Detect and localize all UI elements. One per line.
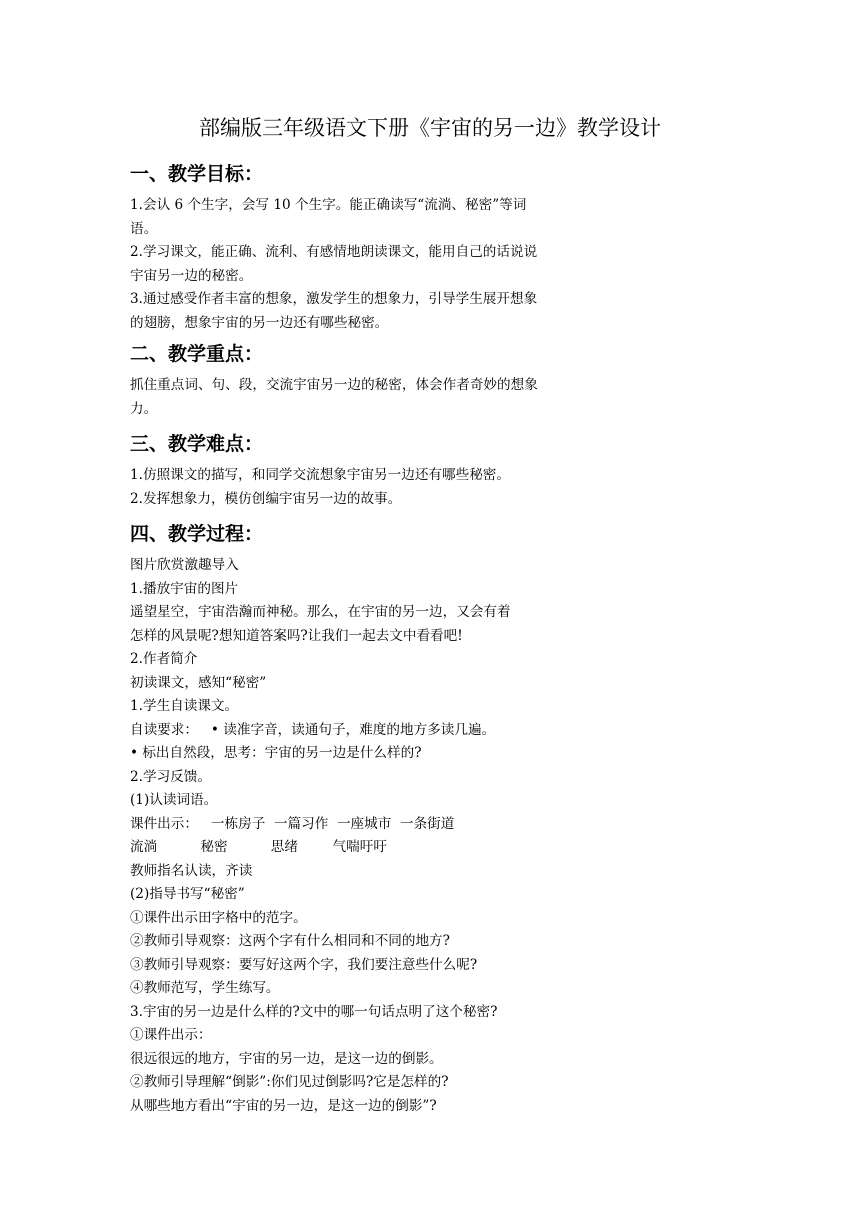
body-line: 的翅膀，想象宇宙的另一边还有哪些秘密。 [130,314,389,331]
body-line: 2.作者简介 [130,651,198,667]
body-line: 力。 [130,400,158,417]
body-line: 1.会认 6 个生字，会写 10 个生字。能正确读写“流淌、秘密”等词 [130,197,527,213]
body-line: 抓住重点词、句、段，交流宇宙另一边的秘密，体会作者奇妙的想象 [130,377,538,393]
body-line: 流淌 秘密 思绪 气喘吁吁 [130,839,387,855]
body-line: 很远很远的地方，宇宙的另一边，是这一边的倒影。 [130,1050,443,1067]
body-line: 3.宇宙的另一边是什么样的?文中的哪一句话点明了这个秘密? [130,1003,498,1020]
body-line: 初读课文，感知“秘密” [130,674,267,691]
section-body-key-points [130,374,600,421]
body-line: ④教师范写，学生练写。 [130,980,280,996]
section-heading-key-points: 二、教学重点： [130,343,264,365]
body-line: (2)指导书写“秘密” [130,886,245,902]
body-line: ②教师引导理解“倒影”:你们见过倒影吗?它是怎样的? [130,1074,449,1090]
body-line: 遥望星空，宇宙浩瀚而神秘。那么，在宇宙的另一边，又会有着 [130,604,511,620]
body-line: ②教师引导观察：这两个字有什么相同和不同的地方? [130,933,450,949]
body-line: 2.学习反馈。 [130,768,211,785]
section-heading-process: 四、教学过程： [130,523,264,545]
body-line: ①课件出示： [130,1027,212,1043]
body-line: 从哪些地方看出“宇宙的另一边，是这一边的倒影”? [130,1097,437,1114]
body-line: 自读要求： • 读准字音，读通句子，难度的地方多读几遍。 [130,721,496,738]
section-body-difficulties [130,464,600,511]
body-line: 教师指名认读，齐读 [130,862,253,879]
body-line: 3.通过感受作者丰富的想象，激发学生的想象力，引导学生展开想象 [130,291,538,307]
body-line: (1)认读词语。 [130,792,218,808]
body-line: ③教师引导观察：要写好这两个字，我们要注意些什么呢? [130,956,478,973]
section-body-objectives [130,194,600,335]
body-line: 怎样的风景呢?想知道答案吗?让我们一起去文中看看吧! [130,627,463,644]
body-line: 1.播放宇宙的图片 [130,580,239,597]
body-line: 2.学习课文，能正确、流利、有感情地朗读课文，能用自己的话说说 [130,244,538,260]
body-line: 宇宙另一边的秘密。 [130,267,253,284]
document-title: 部编版三年级语文下册《宇宙的另一边》教学设计 [199,116,661,140]
section-body-process [130,554,600,1118]
body-line: 图片欣赏激趣导入 [130,557,239,573]
section-heading-objectives: 一、教学目标： [130,163,264,185]
body-line: 2.发挥想象力，模仿创编宇宙另一边的故事。 [130,490,402,507]
section-heading-difficulties: 三、教学难点： [130,433,264,455]
body-line: 1.学生自读课文。 [130,698,239,714]
body-line: 1.仿照课文的描写，和同学交流想象宇宙另一边还有哪些秘密。 [130,467,510,483]
body-line: • 标出自然段，思考：宇宙的另一边是什么样的? [130,745,422,761]
body-line: ①课件出示田字格中的范字。 [130,909,307,926]
body-line: 课件出示： 一栋房子 一篇习作 一座城市 一条街道 [130,815,455,832]
body-line: 语。 [130,220,158,237]
